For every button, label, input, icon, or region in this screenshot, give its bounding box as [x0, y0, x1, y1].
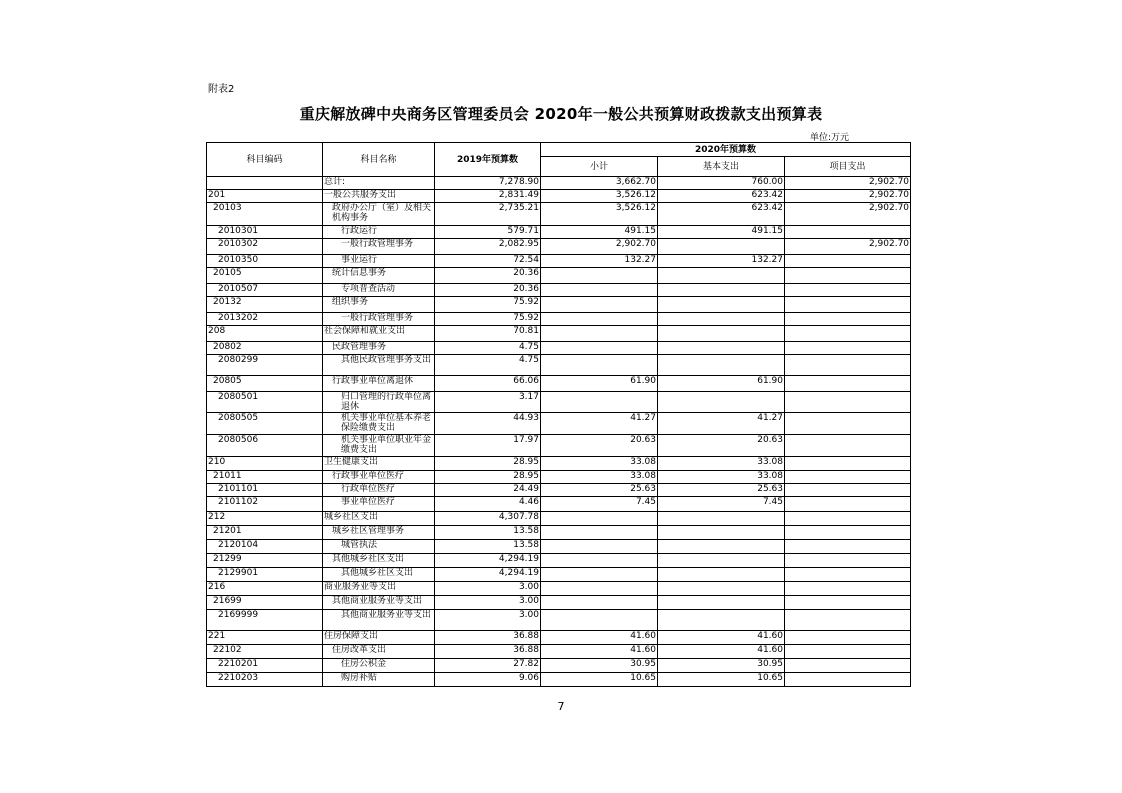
header-code: 科目编码: [207, 143, 323, 177]
row-subtotal: [541, 540, 658, 554]
row-project: [785, 226, 911, 239]
table-row: [207, 610, 911, 631]
row-project: 2,902.70: [785, 177, 911, 190]
table-row: [207, 226, 911, 239]
row-code: 216: [207, 582, 323, 596]
row-project: [785, 540, 911, 554]
row-project: [785, 313, 911, 326]
row-subtotal: 7.45: [541, 497, 658, 512]
row-basic: [658, 526, 785, 540]
row-basic: [658, 568, 785, 582]
row-2019-budget: 17.97: [435, 435, 541, 457]
header-2020-budget: 2020年预算数: [541, 143, 911, 157]
row-2019-budget: 27.82: [435, 659, 541, 673]
row-basic: [658, 355, 785, 376]
row-subtotal: [541, 355, 658, 376]
row-2019-budget: 28.95: [435, 457, 541, 471]
row-2019-budget: 20.36: [435, 284, 541, 297]
row-subtotal: [541, 582, 658, 596]
row-name: 归口管理的行政单位离退休: [323, 392, 435, 413]
row-subtotal: 41.27: [541, 413, 658, 435]
row-subtotal: [541, 568, 658, 582]
row-project: [785, 645, 911, 659]
row-name: 一般行政管理事务: [323, 313, 435, 326]
row-project: [785, 268, 911, 284]
row-basic: [658, 610, 785, 631]
row-code: 21201: [207, 526, 323, 540]
row-project: [785, 297, 911, 313]
row-code: 21699: [207, 596, 323, 610]
row-name: 民政管理事务: [323, 342, 435, 355]
table-row: [207, 568, 911, 582]
row-2019-budget: 75.92: [435, 297, 541, 313]
row-code: 2101101: [207, 484, 323, 497]
row-basic: 41.60: [658, 631, 785, 645]
row-code: 2080505: [207, 413, 323, 435]
row-2019-budget: 4,294.19: [435, 554, 541, 568]
row-2019-budget: 75.92: [435, 313, 541, 326]
row-subtotal: [541, 326, 658, 342]
row-basic: [658, 392, 785, 413]
row-project: [785, 582, 911, 596]
page-title: 重庆解放碑中央商务区管理委员会 2020年一般公共预算财政拨款支出预算表: [299, 105, 823, 123]
table-row: [207, 540, 911, 554]
header-2019-budget: 2019年预算数: [435, 143, 541, 177]
table-row: [207, 355, 911, 376]
row-subtotal: 33.08: [541, 471, 658, 484]
row-name: 行政事业单位离退休: [323, 376, 435, 392]
row-project: [785, 673, 911, 687]
table-row: [207, 596, 911, 610]
row-subtotal: 132.27: [541, 255, 658, 268]
row-name: 城乡社区管理事务: [323, 526, 435, 540]
row-project: [785, 255, 911, 268]
row-name: 其他民政管理事务支出: [323, 355, 435, 376]
row-name: 商业服务业等支出: [323, 582, 435, 596]
row-subtotal: 491.15: [541, 226, 658, 239]
row-project: [785, 376, 911, 392]
row-basic: [658, 342, 785, 355]
row-name: 其他商业服务业等支出: [323, 610, 435, 631]
row-basic: 7.45: [658, 497, 785, 512]
row-2019-budget: 4,307.78: [435, 512, 541, 526]
row-basic: [658, 326, 785, 342]
page-number: 7: [557, 700, 565, 713]
row-name: 城乡社区支出: [323, 512, 435, 526]
row-basic: [658, 582, 785, 596]
row-basic: 61.90: [658, 376, 785, 392]
row-subtotal: [541, 342, 658, 355]
row-subtotal: 25.63: [541, 484, 658, 497]
row-project: 2,902.70: [785, 190, 911, 203]
row-name: 总计:: [323, 177, 435, 190]
row-code: 21011: [207, 471, 323, 484]
row-project: [785, 497, 911, 512]
row-name: 住房公积金: [323, 659, 435, 673]
row-basic: 20.63: [658, 435, 785, 457]
row-2019-budget: 4.75: [435, 355, 541, 376]
table-row: [207, 526, 911, 540]
row-name: 购房补贴: [323, 673, 435, 687]
row-code: 210: [207, 457, 323, 471]
table-row: [207, 190, 911, 203]
row-2019-budget: 70.81: [435, 326, 541, 342]
row-name: 机关事业单位基本养老保险缴费支出: [323, 413, 435, 435]
table-row: [207, 435, 911, 457]
row-2019-budget: 20.36: [435, 268, 541, 284]
row-basic: [658, 239, 785, 255]
row-subtotal: 41.60: [541, 631, 658, 645]
row-subtotal: [541, 392, 658, 413]
row-basic: 41.60: [658, 645, 785, 659]
budget-table: [206, 142, 911, 687]
row-name: 住房改革支出: [323, 645, 435, 659]
row-name: 政府办公厅（室）及相关机构事务: [323, 203, 435, 226]
row-subtotal: 41.60: [541, 645, 658, 659]
table-row: [207, 512, 911, 526]
row-2019-budget: 2,831.49: [435, 190, 541, 203]
row-subtotal: [541, 554, 658, 568]
row-2019-budget: 28.95: [435, 471, 541, 484]
table-row: [207, 203, 911, 226]
row-subtotal: 10.65: [541, 673, 658, 687]
row-project: [785, 392, 911, 413]
table-row: [207, 342, 911, 355]
row-project: [785, 610, 911, 631]
row-2019-budget: 36.88: [435, 631, 541, 645]
row-basic: 25.63: [658, 484, 785, 497]
row-name: 住房保障支出: [323, 631, 435, 645]
unit-label: 单位:万元: [810, 133, 850, 143]
row-subtotal: 20.63: [541, 435, 658, 457]
row-2019-budget: 72.54: [435, 255, 541, 268]
table-row: [207, 177, 911, 190]
row-subtotal: [541, 596, 658, 610]
row-2019-budget: 4.46: [435, 497, 541, 512]
row-2019-budget: 36.88: [435, 645, 541, 659]
row-subtotal: [541, 297, 658, 313]
row-2019-budget: 3.17: [435, 392, 541, 413]
row-basic: 623.42: [658, 203, 785, 226]
row-code: 2129901: [207, 568, 323, 582]
row-basic: 760.00: [658, 177, 785, 190]
row-2019-budget: 13.58: [435, 526, 541, 540]
table-row: [207, 497, 911, 512]
header-subtotal: 小计: [541, 157, 658, 177]
row-project: [785, 413, 911, 435]
row-name: 事业单位医疗: [323, 497, 435, 512]
row-basic: 132.27: [658, 255, 785, 268]
row-project: [785, 355, 911, 376]
row-code: 2010350: [207, 255, 323, 268]
row-code: 20805: [207, 376, 323, 392]
row-name: 卫生健康支出: [323, 457, 435, 471]
row-basic: 33.08: [658, 471, 785, 484]
row-name: 其他城乡社区支出: [323, 554, 435, 568]
row-code: 2101102: [207, 497, 323, 512]
row-code: 2080506: [207, 435, 323, 457]
table-row: [207, 376, 911, 392]
row-project: [785, 342, 911, 355]
table-row: [207, 297, 911, 313]
row-code: 221: [207, 631, 323, 645]
row-subtotal: [541, 512, 658, 526]
row-basic: [658, 268, 785, 284]
row-basic: 30.95: [658, 659, 785, 673]
row-basic: 10.65: [658, 673, 785, 687]
row-code: [207, 177, 323, 190]
budget-table-body: [207, 177, 911, 687]
table-row: [207, 631, 911, 645]
header-basic: 基本支出: [658, 157, 785, 177]
table-row: [207, 645, 911, 659]
row-2019-budget: 7,278.90: [435, 177, 541, 190]
row-code: 20103: [207, 203, 323, 226]
row-name: 组织事务: [323, 297, 435, 313]
row-2019-budget: 579.71: [435, 226, 541, 239]
row-code: 2010301: [207, 226, 323, 239]
row-project: [785, 471, 911, 484]
row-project: [785, 326, 911, 342]
table-row: [207, 239, 911, 255]
table-row: [207, 313, 911, 326]
row-2019-budget: 3.00: [435, 582, 541, 596]
row-basic: [658, 297, 785, 313]
row-code: 208: [207, 326, 323, 342]
row-basic: [658, 554, 785, 568]
row-2019-budget: 3.00: [435, 610, 541, 631]
row-code: 2120104: [207, 540, 323, 554]
row-name: 城管执法: [323, 540, 435, 554]
annex-label: 附表2: [208, 84, 235, 95]
row-subtotal: 2,902.70: [541, 239, 658, 255]
row-project: [785, 631, 911, 645]
row-basic: 41.27: [658, 413, 785, 435]
row-project: 2,902.70: [785, 203, 911, 226]
row-code: 2169999: [207, 610, 323, 631]
row-2019-budget: 9.06: [435, 673, 541, 687]
row-code: 2080299: [207, 355, 323, 376]
row-project: [785, 659, 911, 673]
row-code: 2080501: [207, 392, 323, 413]
row-project: [785, 554, 911, 568]
row-basic: 33.08: [658, 457, 785, 471]
row-2019-budget: 66.06: [435, 376, 541, 392]
row-basic: [658, 313, 785, 326]
row-project: 2,902.70: [785, 239, 911, 255]
row-code: 2010302: [207, 239, 323, 255]
table-row: [207, 471, 911, 484]
row-code: 212: [207, 512, 323, 526]
table-row: [207, 457, 911, 471]
row-project: [785, 284, 911, 297]
table-row: [207, 554, 911, 568]
row-project: [785, 457, 911, 471]
table-row: [207, 659, 911, 673]
row-2019-budget: 24.49: [435, 484, 541, 497]
row-2019-budget: 2,735.21: [435, 203, 541, 226]
row-subtotal: 33.08: [541, 457, 658, 471]
row-name: 其他城乡社区支出: [323, 568, 435, 582]
table-row: [207, 484, 911, 497]
row-subtotal: [541, 284, 658, 297]
row-subtotal: [541, 268, 658, 284]
row-project: [785, 526, 911, 540]
header-project: 项目支出: [785, 157, 911, 177]
row-2019-budget: 2,082.95: [435, 239, 541, 255]
row-name: 一般行政管理事务: [323, 239, 435, 255]
row-name: 一般公共服务支出: [323, 190, 435, 203]
row-project: [785, 435, 911, 457]
row-subtotal: 61.90: [541, 376, 658, 392]
row-project: [785, 484, 911, 497]
header-name: 科目名称: [323, 143, 435, 177]
row-subtotal: 3,526.12: [541, 203, 658, 226]
row-2019-budget: 4,294.19: [435, 568, 541, 582]
row-code: 2010507: [207, 284, 323, 297]
row-code: 2210201: [207, 659, 323, 673]
row-subtotal: [541, 526, 658, 540]
row-subtotal: 30.95: [541, 659, 658, 673]
row-name: 社会保障和就业支出: [323, 326, 435, 342]
row-basic: [658, 512, 785, 526]
row-code: 20802: [207, 342, 323, 355]
row-basic: 623.42: [658, 190, 785, 203]
row-2019-budget: 13.58: [435, 540, 541, 554]
row-name: 专项普查活动: [323, 284, 435, 297]
row-name: 机关事业单位职业年金缴费支出: [323, 435, 435, 457]
row-subtotal: [541, 610, 658, 631]
row-basic: [658, 596, 785, 610]
table-row: [207, 673, 911, 687]
row-basic: [658, 540, 785, 554]
row-name: 其他商业服务业等支出: [323, 596, 435, 610]
row-project: [785, 512, 911, 526]
row-2019-budget: 44.93: [435, 413, 541, 435]
row-code: 20132: [207, 297, 323, 313]
row-subtotal: [541, 313, 658, 326]
row-project: [785, 568, 911, 582]
row-code: 20105: [207, 268, 323, 284]
row-2019-budget: 3.00: [435, 596, 541, 610]
row-code: 22102: [207, 645, 323, 659]
table-row: [207, 392, 911, 413]
row-name: 行政单位医疗: [323, 484, 435, 497]
row-name: 行政运行: [323, 226, 435, 239]
row-basic: 491.15: [658, 226, 785, 239]
table-row: [207, 326, 911, 342]
table-row: [207, 582, 911, 596]
row-name: 统计信息事务: [323, 268, 435, 284]
row-subtotal: 3,526.12: [541, 190, 658, 203]
table-row: [207, 255, 911, 268]
row-subtotal: 3,662.70: [541, 177, 658, 190]
table-row: [207, 413, 911, 435]
row-name: 行政事业单位医疗: [323, 471, 435, 484]
row-code: 2210203: [207, 673, 323, 687]
table-row: [207, 268, 911, 284]
row-code: 21299: [207, 554, 323, 568]
table-row: [207, 284, 911, 297]
row-code: 201: [207, 190, 323, 203]
row-code: 2013202: [207, 313, 323, 326]
row-2019-budget: 4.75: [435, 342, 541, 355]
row-project: [785, 596, 911, 610]
row-name: 事业运行: [323, 255, 435, 268]
row-basic: [658, 284, 785, 297]
